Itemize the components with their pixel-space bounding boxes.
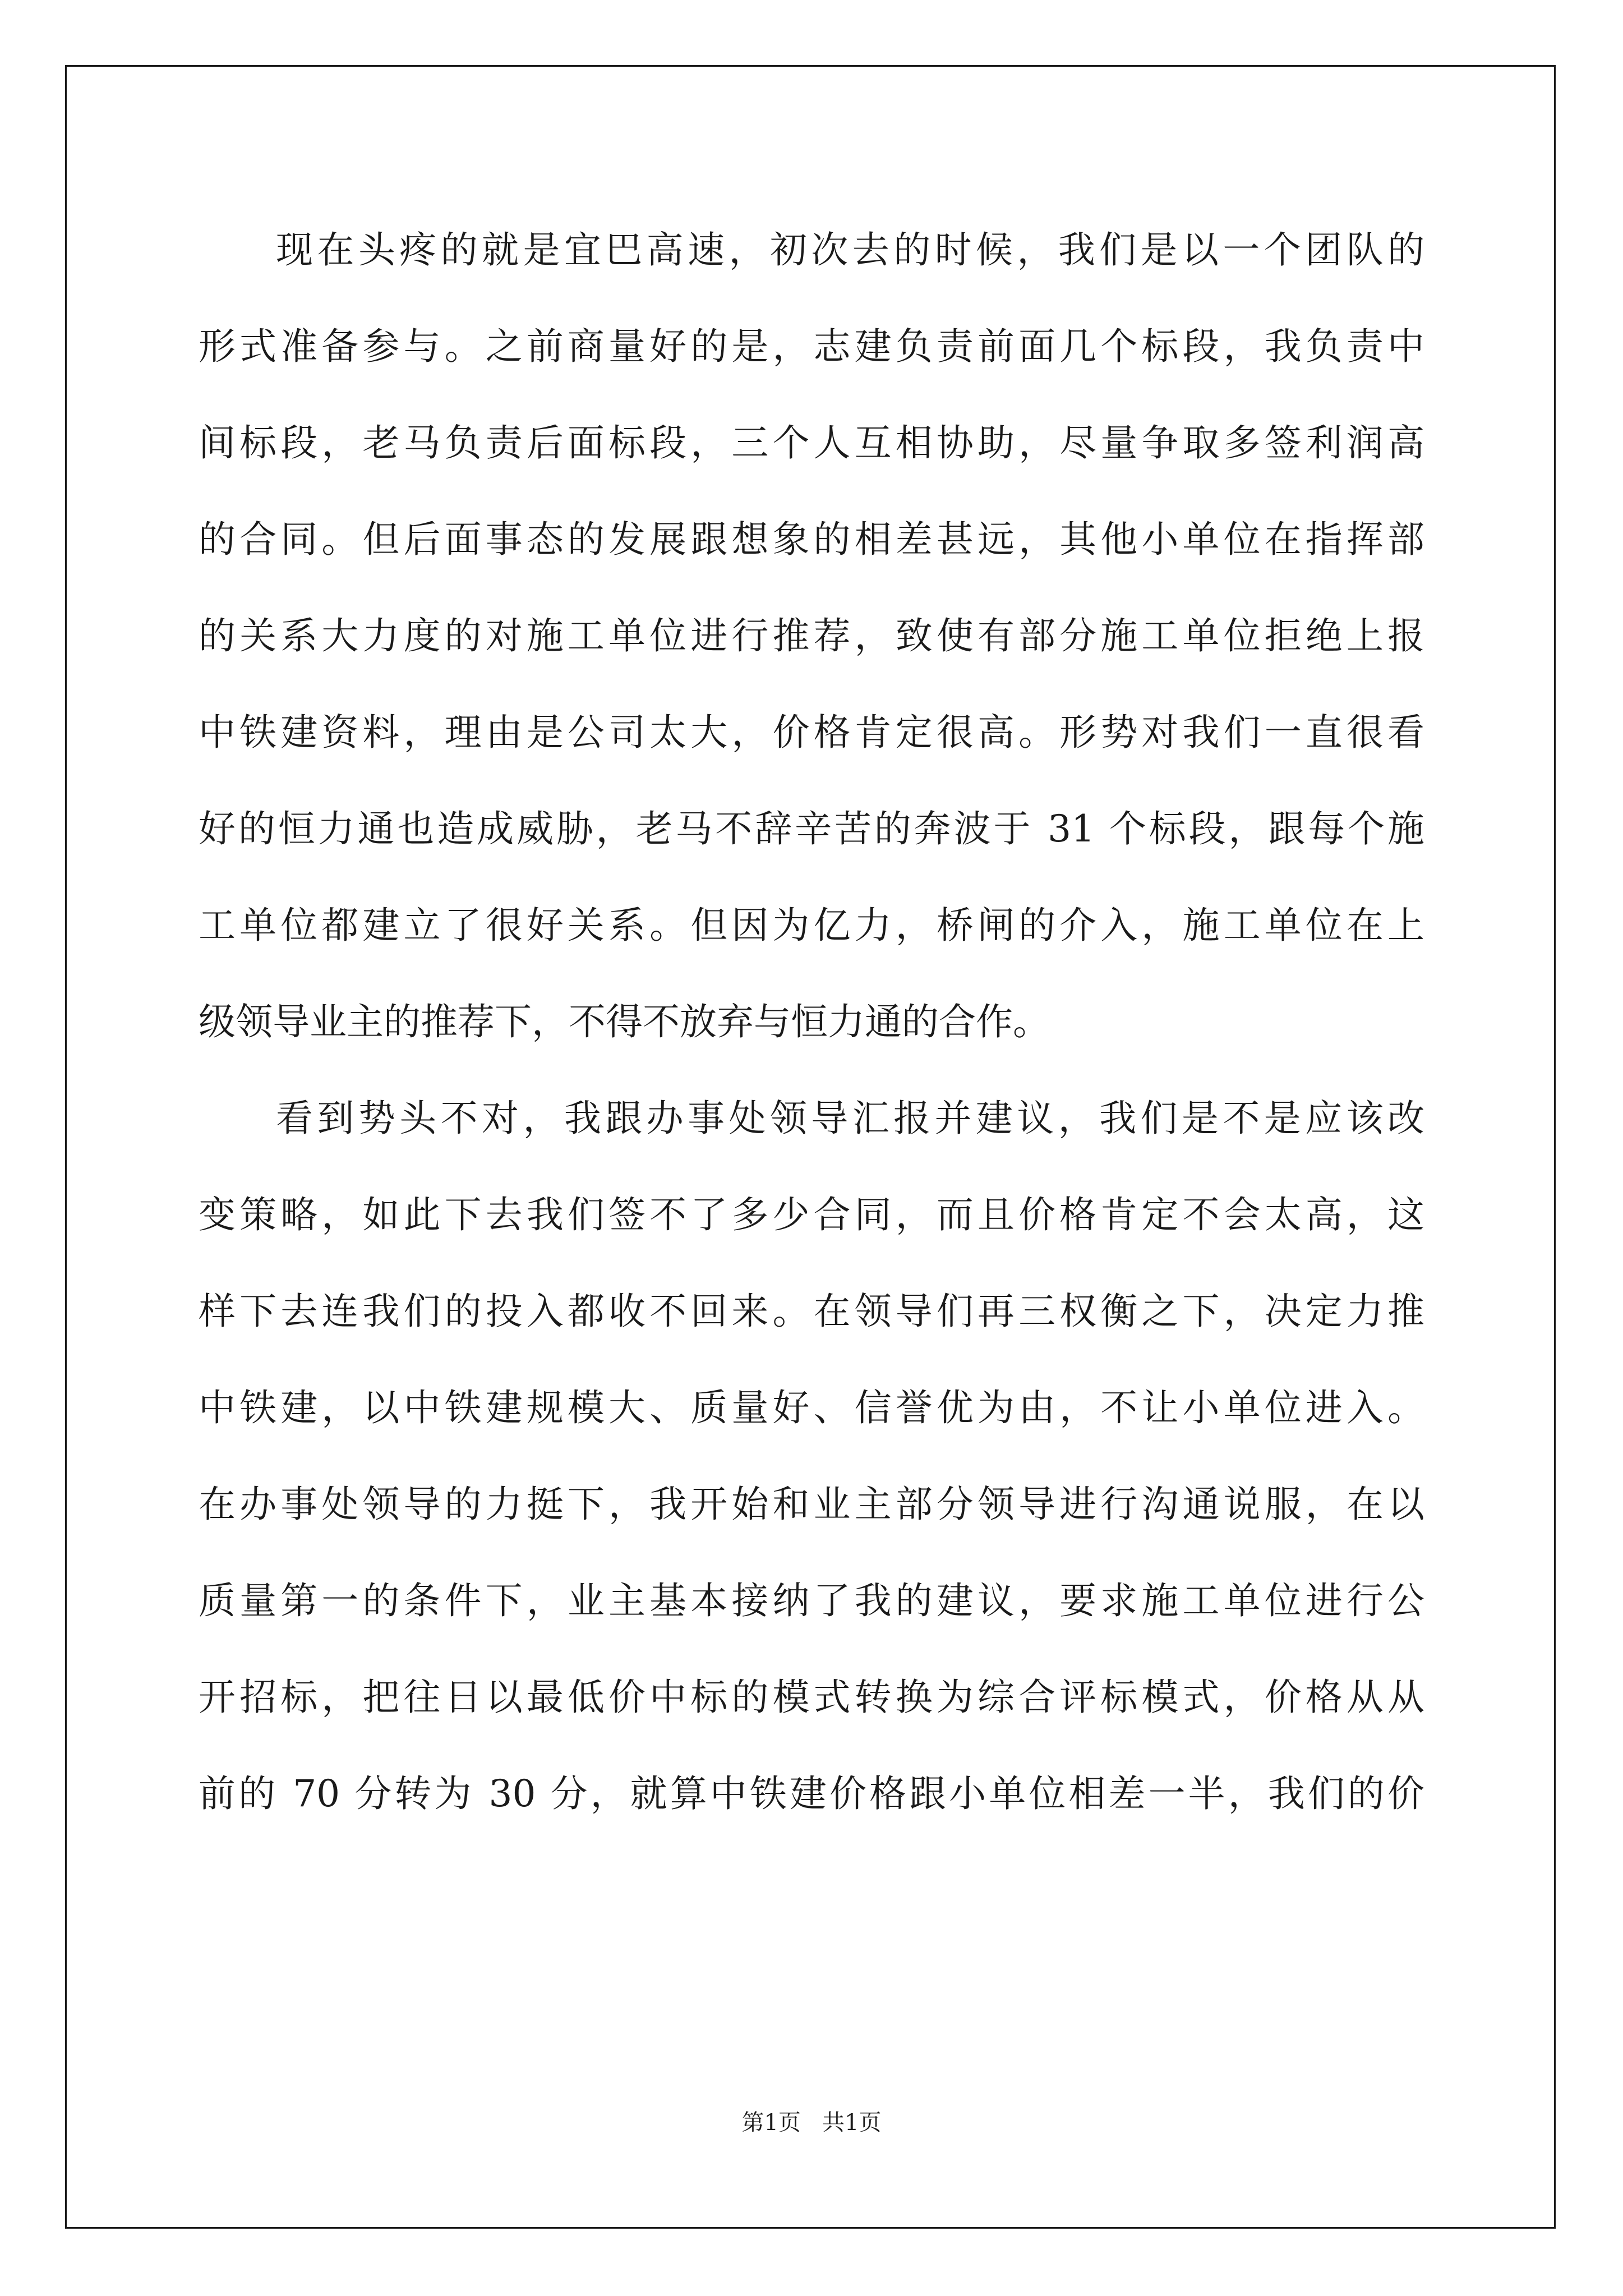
paragraph-2-line-6: 质量第一的条件下，业主基本接纳了我的建议，要求施工单位进行公 — [199, 1579, 1424, 1622]
paragraph-1-line-7: 好的恒力通也造成威胁，老马不辞辛苦的奔波于 31 个标段，跟每个施 — [199, 807, 1424, 850]
paragraph-1-line-6: 中铁建资料，理由是公司太大，价格肯定很高。形势对我们一直很看 — [199, 711, 1424, 754]
paragraph-2-line-3: 样下去连我们的投入都收不回来。在领导们再三权衡之下，决定力推 — [199, 1290, 1424, 1333]
paragraph-2-line-1: 看到势头不对，我跟办事处领导汇报并建议，我们是不是应该改 — [276, 1097, 1424, 1140]
paragraph-1-line-2: 形式准备参与。之前商量好的是，志建负责前面几个标段，我负责中 — [199, 325, 1424, 368]
paragraph-1-line-4: 的合同。但后面事态的发展跟想象的相差甚远，其他小单位在指挥部 — [199, 518, 1424, 561]
paragraph-2-line-4: 中铁建，以中铁建规模大、质量好、信誉优为由，不让小单位进入。 — [199, 1386, 1424, 1429]
paragraph-1-line-1: 现在头疼的就是宜巴高速，初次去的时候，我们是以一个团队的 — [276, 228, 1424, 272]
paragraph-2-line-2: 变策略，如此下去我们签不了多少合同，而且价格肯定不会太高，这 — [199, 1193, 1424, 1236]
page-border — [65, 65, 1556, 2229]
page-footer: 第1页 共1页 — [741, 2110, 882, 2136]
paragraph-2-line-7: 开招标，把往日以最低价中标的模式转换为综合评标模式，价格从从 — [199, 1676, 1424, 1719]
paragraph-2-line-8: 前的 70 分转为 30 分，就算中铁建价格跟小单位相差一半，我们的价 — [199, 1772, 1424, 1815]
paragraph-1-line-3: 间标段，老马负责后面标段，三个人互相协助，尽量争取多签利润高 — [199, 421, 1424, 464]
paragraph-1-line-8: 工单位都建立了很好关系。但因为亿力，桥闸的介入，施工单位在上 — [199, 904, 1424, 947]
paragraph-1-line-9: 级领导业主的推荐下，不得不放弃与恒力通的合作。 — [199, 1000, 1050, 1043]
paragraph-1-line-5: 的关系大力度的对施工单位进行推荐，致使有部分施工单位拒绝上报 — [199, 614, 1424, 657]
paragraph-2-line-5: 在办事处领导的力挺下，我开始和业主部分领导进行沟通说服，在以 — [199, 1483, 1424, 1526]
